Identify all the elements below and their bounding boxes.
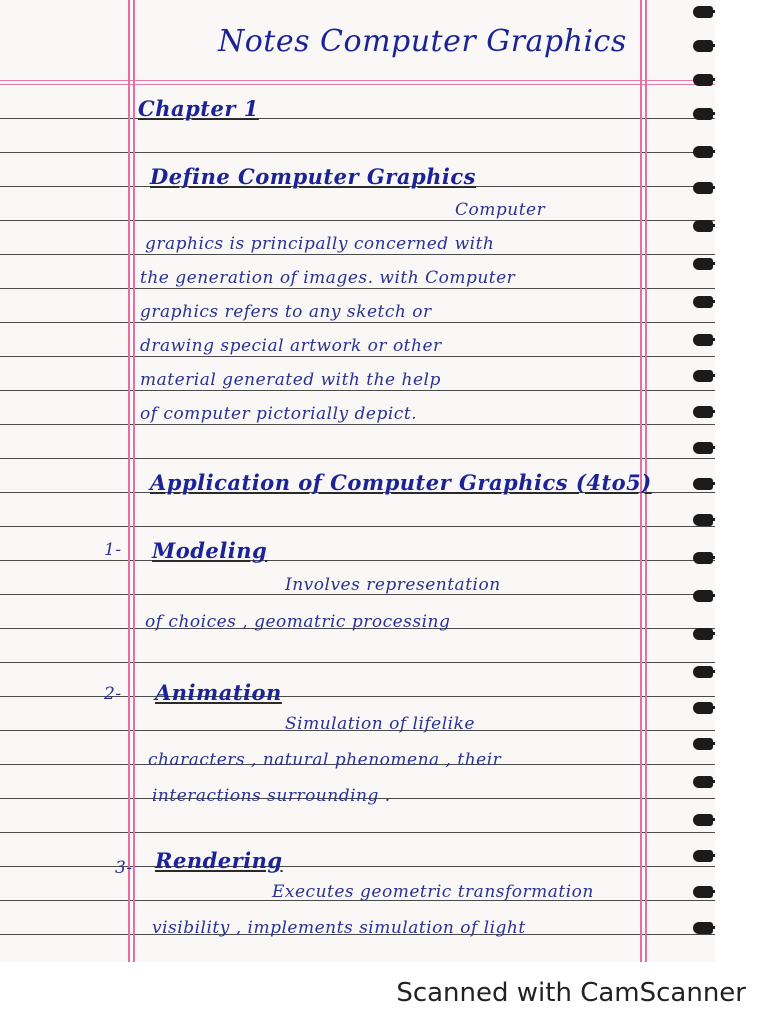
item-title-rendering: Rendering — [155, 848, 283, 873]
spiral-ring — [693, 666, 713, 678]
ruled-line — [0, 424, 715, 425]
spiral-ring — [693, 776, 713, 788]
body-line: drawing special artwork or other — [140, 336, 442, 356]
ruled-line — [0, 254, 715, 255]
item-title-modeling: Modeling — [152, 538, 268, 563]
page-title: Notes Computer Graphics — [218, 24, 627, 59]
item-number: 1- — [104, 540, 122, 560]
body-line: characters , natural phenomena , their — [148, 750, 502, 770]
spiral-ring — [693, 590, 713, 602]
spiral-ring — [693, 40, 713, 52]
spiral-ring — [693, 296, 713, 308]
spiral-ring — [693, 702, 713, 714]
ruled-line — [0, 662, 715, 663]
ruled-line — [0, 866, 715, 867]
spiral-ring — [693, 478, 713, 490]
section-heading-applications: Application of Computer Graphics (4to5) — [150, 470, 652, 495]
left-margin-line — [133, 0, 135, 962]
header-rule — [0, 84, 715, 85]
body-line: the generation of images. with Computer — [140, 268, 516, 288]
spiral-ring — [693, 146, 713, 158]
spiral-ring — [693, 370, 713, 382]
ruled-line — [0, 458, 715, 459]
spiral-ring — [693, 334, 713, 346]
spiral-ring — [693, 628, 713, 640]
item-number: 2- — [104, 684, 122, 704]
left-margin-line — [128, 0, 130, 962]
ruled-line — [0, 152, 715, 153]
body-line: of choices , geomatric processing — [145, 612, 451, 632]
ruled-line — [0, 526, 715, 527]
spiral-ring — [693, 886, 713, 898]
spiral-ring — [693, 108, 713, 120]
chapter-label: Chapter 1 — [138, 96, 259, 121]
body-line: Executes geometric transformation — [272, 882, 594, 902]
camscanner-watermark: Scanned with CamScanner — [396, 978, 746, 1008]
spiral-ring — [693, 814, 713, 826]
spiral-ring — [693, 552, 713, 564]
spiral-ring — [693, 220, 713, 232]
ruled-line — [0, 356, 715, 357]
ruled-line — [0, 220, 715, 221]
body-line: Computer — [455, 200, 546, 220]
spiral-ring — [693, 850, 713, 862]
spiral-ring — [693, 74, 713, 86]
ruled-line — [0, 288, 715, 289]
body-line: material generated with the help — [140, 370, 441, 390]
body-line: Involves representation — [285, 575, 501, 595]
ruled-line — [0, 560, 715, 561]
body-line: interactions surrounding . — [152, 786, 391, 806]
item-title-animation: Animation — [155, 680, 282, 705]
body-line: graphics refers to any sketch or — [140, 302, 432, 322]
spiral-ring — [693, 258, 713, 270]
body-line: visibility , implements simulation of light — [152, 918, 526, 938]
spiral-ring — [693, 514, 713, 526]
spiral-ring — [693, 406, 713, 418]
spiral-ring — [693, 922, 713, 934]
item-number: 3- — [115, 858, 133, 878]
spiral-ring — [693, 738, 713, 750]
spiral-ring — [693, 182, 713, 194]
spiral-ring — [693, 442, 713, 454]
body-line: Simulation of lifelike — [285, 714, 475, 734]
spiral-ring — [693, 6, 713, 18]
ruled-line — [0, 390, 715, 391]
ruled-line — [0, 832, 715, 833]
body-line: graphics is principally concerned with — [145, 234, 495, 254]
ruled-line — [0, 118, 715, 119]
section-heading-define: Define Computer Graphics — [150, 164, 476, 189]
header-rule — [0, 80, 715, 81]
ruled-line — [0, 322, 715, 323]
body-line: of computer pictorially depict. — [140, 404, 418, 424]
